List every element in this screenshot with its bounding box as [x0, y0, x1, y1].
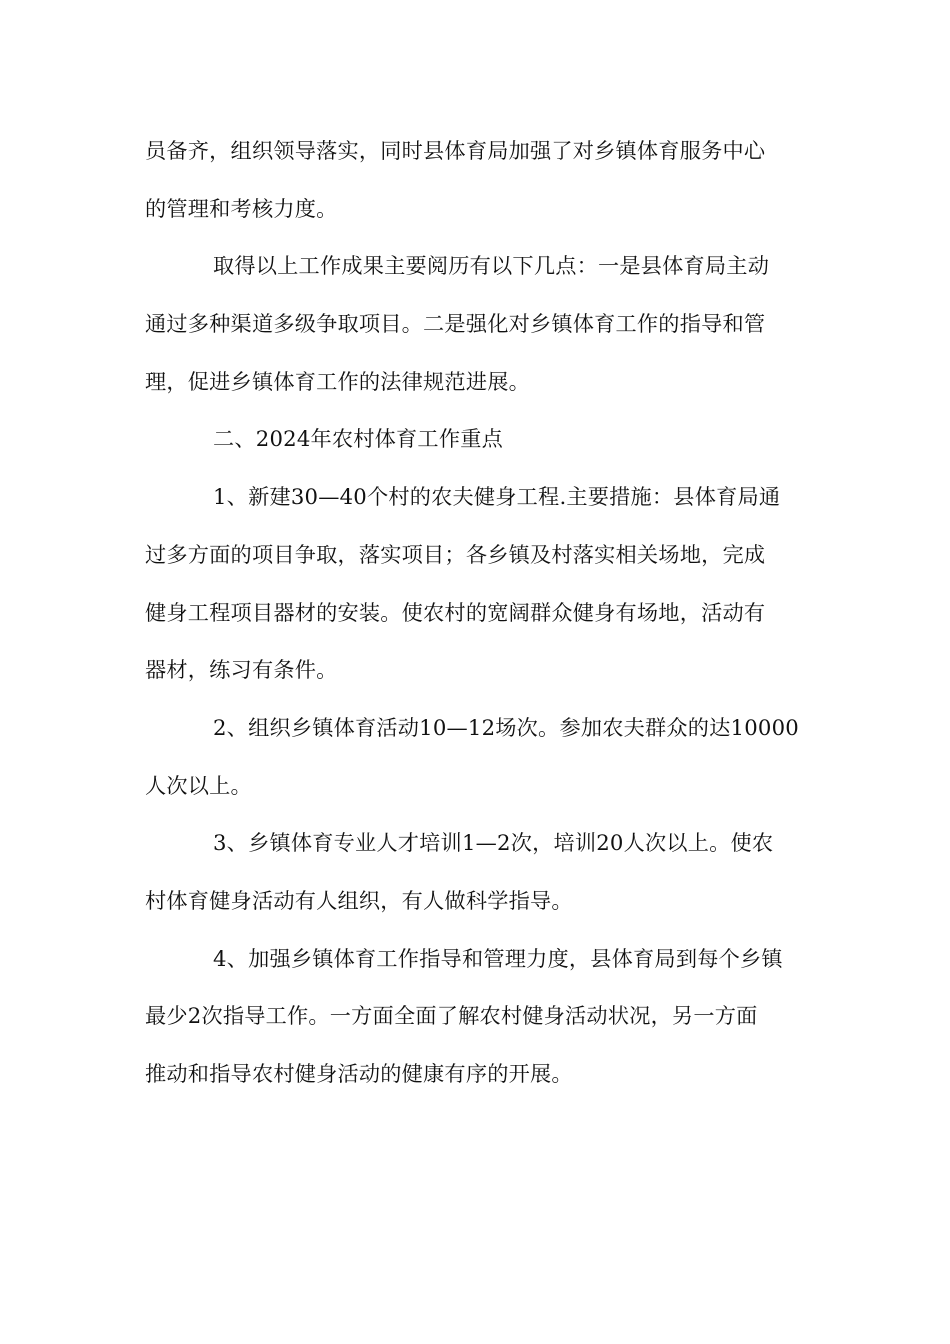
text-line: 的管理和考核力度。	[145, 195, 338, 221]
text-line: 取得以上工作成果主要阅历有以下几点：一是县体育局主动	[213, 253, 770, 279]
text-line: 最少2次指导工作。一方面全面了解农村健身活动状况，另一方面	[145, 1003, 758, 1029]
text-line: 过多方面的项目争取，落实项目；各乡镇及村落实相关场地，完成	[145, 541, 766, 567]
text-line: 2、组织乡镇体育活动10—12场次。参加农夫群众的达10000	[213, 714, 799, 740]
document-body	[145, 131, 810, 1112]
text-line: 3、乡镇体育专业人才培训1—2次，培训20人次以上。使农	[213, 830, 774, 856]
section-heading: 二、2024年农村体育工作重点	[213, 426, 503, 452]
text-line: 推动和指导农村健身活动的健康有序的开展。	[145, 1061, 573, 1086]
text-line: 4、加强乡镇体育工作指导和管理力度，县体育局到每个乡镇	[213, 945, 783, 971]
text-line: 人次以上。	[145, 772, 252, 798]
text-line: 1、新建30—40个村的农夫健身工程.主要措施：县体育局通	[213, 484, 781, 510]
text-line: 村体育健身活动有人组织，有人做科学指导。	[145, 887, 573, 913]
text-line: 健身工程项目器材的安装。使农村的宽阔群众健身有场地，活动有	[145, 599, 766, 625]
text-line: 员备齐，组织领导落实，同时县体育局加强了对乡镇体育服务中心	[145, 138, 766, 163]
text-line: 通过多种渠道多级争取项目。二是强化对乡镇体育工作的指导和管	[145, 311, 766, 337]
text-line: 器材，练习有条件。	[145, 657, 338, 683]
text-line: 理，促进乡镇体育工作的法律规范进展。	[145, 368, 530, 394]
